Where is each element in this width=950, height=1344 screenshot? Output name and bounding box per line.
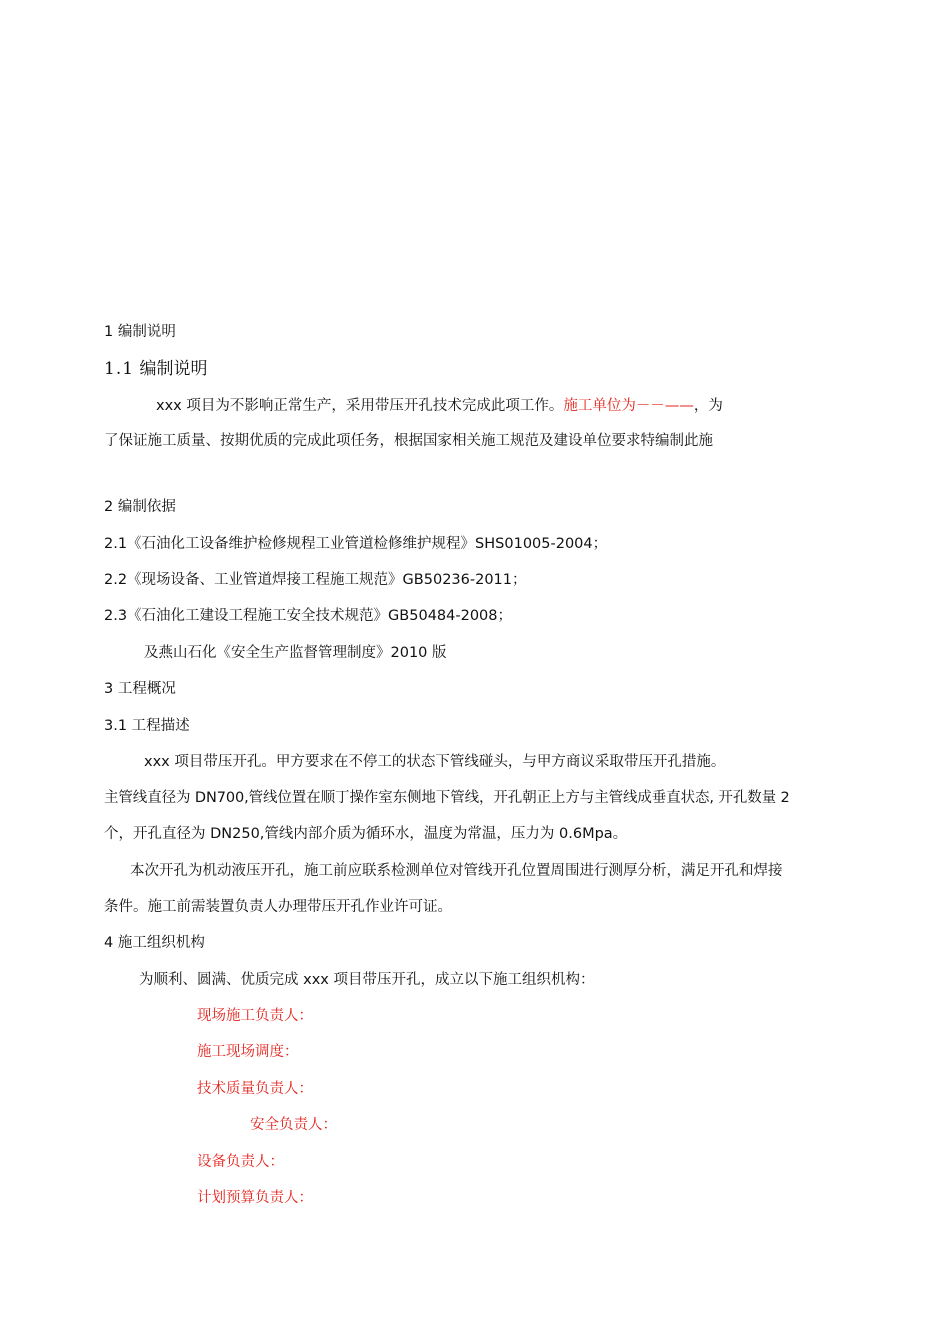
- section3-heading: 3 工程概况: [104, 681, 176, 697]
- description-line: 本次开孔为机动液压开孔，施工前应联系检测单位对管线开孔位置周围进行测厚分析，满足开孔和焊接: [130, 863, 783, 879]
- section1-paragraph-line1: [156, 396, 723, 416]
- contractor-placeholder: 施工单位为－－——: [563, 398, 694, 414]
- section3-subheading: 3.1 工程描述: [104, 718, 190, 734]
- section4-heading: 4 施工组织机构: [104, 935, 205, 951]
- paragraph-text: xxx 项目为不影响正常生产，采用带压开孔技术完成此项工作。: [156, 398, 564, 414]
- section1-sub-number: 1.1: [104, 359, 135, 379]
- reference-extra: 及燕山石化《安全生产监督管理制度》2010 版: [144, 645, 447, 661]
- description-line: 个，开孔直径为 DN250,管线内部介质为循环水，温度为常温，压力为 0.6Mpa。: [104, 826, 628, 842]
- description-line: 条件。施工前需装置负责人办理带压开孔作业许可证。: [104, 899, 452, 915]
- role-item: 设备负责人：: [197, 1154, 284, 1170]
- description-line: 主管线直径为 DN700,管线位置在顺丁操作室东侧地下管线，开孔朝正上方与主管线成垂直状态, 开孔数量 2: [104, 790, 790, 806]
- section1-sub-title: 编制说明: [139, 359, 208, 379]
- role-item: 计划预算负责人：: [197, 1190, 313, 1206]
- reference-item: 2.1《石油化工设备维护检修规程工业管道检修维护规程》SHS01005-2004；: [104, 536, 608, 552]
- section1-subheading: [104, 358, 207, 380]
- section1-paragraph-line2: 了保证施工质量、按期优质的完成此项任务，根据国家相关施工规范及建设单位要求特编制此施: [104, 433, 713, 449]
- role-item: 现场施工负责人：: [197, 1008, 313, 1024]
- role-item: 施工现场调度：: [197, 1044, 299, 1060]
- role-item: 技术质量负责人：: [197, 1081, 313, 1097]
- section4-intro: 为顺利、圆满、优质完成 xxx 项目带压开孔，成立以下施工组织机构：: [139, 972, 595, 988]
- section1-heading: 1 编制说明: [104, 324, 176, 340]
- description-line: xxx 项目带压开孔。甲方要求在不停工的状态下管线碰头，与甲方商议采取带压开孔措施。: [144, 754, 726, 770]
- reference-item: 2.3《石油化工建设工程施工安全技术规范》GB50484-2008；: [104, 608, 513, 624]
- section2-heading: 2 编制依据: [104, 499, 176, 515]
- paragraph-text: ，为: [693, 398, 723, 414]
- reference-item: 2.2《现场设备、工业管道焊接工程施工规范》GB50236-2011；: [104, 572, 527, 588]
- role-item: 安全负责人：: [250, 1117, 337, 1133]
